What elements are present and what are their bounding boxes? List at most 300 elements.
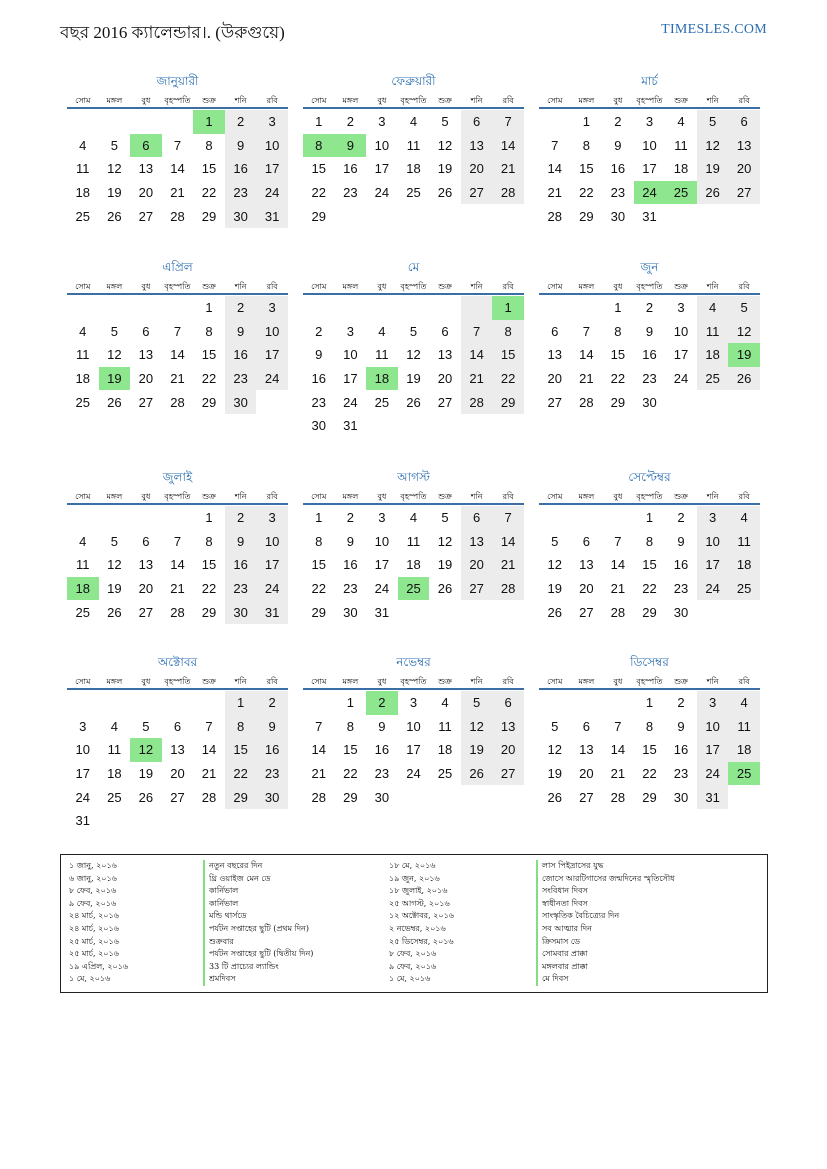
day-cell: 8	[205, 533, 213, 549]
day-cell: 24	[256, 181, 288, 205]
day-cell: 14	[610, 742, 626, 758]
holiday-date: ২৫ আগস্ট, ২০১৬	[389, 898, 450, 908]
empty-cell	[539, 296, 571, 320]
day-cell: 17	[256, 553, 288, 577]
day-cell: 14	[492, 530, 524, 554]
day-cell: 29	[201, 394, 217, 410]
day-cell: 24	[343, 394, 358, 410]
day-cell: 4	[79, 137, 87, 153]
day-cell: 16	[225, 343, 257, 367]
day-cell: 20	[547, 371, 563, 387]
holiday-name: শুক্রবার	[203, 936, 388, 949]
day-cell: 1	[205, 300, 213, 316]
day-cell: 6	[582, 718, 590, 734]
day-cell: 29	[642, 604, 657, 620]
weekday-label: বৃহস্পতি	[636, 492, 663, 501]
day-cell: 19	[547, 581, 563, 597]
day-cell: 19	[697, 157, 729, 181]
day-cell: 9	[614, 137, 622, 153]
month-calendar	[67, 653, 288, 833]
day-cell: 19	[138, 766, 154, 782]
day-cell: 24	[697, 762, 729, 786]
day-cell: 11	[76, 557, 90, 573]
day-cell: 26	[547, 789, 563, 805]
weekday-label: মঙ্গল	[106, 492, 123, 501]
holiday-date: ৮ ফেব, ২০১৬	[69, 886, 117, 896]
day-cell: 15	[225, 738, 257, 762]
day-cell: 23	[256, 762, 288, 786]
empty-cell	[303, 296, 335, 320]
day-cell: 22	[492, 367, 524, 391]
month-name: ডিসেম্বর	[630, 655, 669, 669]
weekday-label: রবি	[502, 677, 514, 686]
holiday-name: সোমবার প্রাক্কা	[536, 948, 761, 961]
day-cell: 15	[201, 161, 217, 177]
weekday-label: মঙ্গল	[342, 677, 359, 686]
day-cell: 20	[579, 581, 594, 597]
weekday-label: শনি	[234, 96, 247, 105]
day-cell: 27	[170, 789, 185, 805]
day-cell: 24	[673, 371, 689, 387]
day-cell: 16	[225, 553, 257, 577]
day-cell: 13	[579, 742, 594, 758]
day-cell: 26	[107, 604, 122, 620]
day-cell: 13	[461, 530, 493, 554]
day-cell: 24	[374, 185, 390, 201]
weekday-label: সোম	[75, 282, 91, 291]
day-cell: 11	[438, 718, 452, 734]
empty-cell	[193, 691, 225, 715]
weekday-label: শুক্র	[438, 96, 452, 105]
weekday-header	[539, 674, 760, 690]
day-cell: 11	[76, 347, 90, 363]
day-cell: 27	[728, 181, 760, 205]
empty-cell	[130, 110, 162, 134]
day-cell: 13	[138, 347, 154, 363]
empty-cell	[130, 691, 162, 715]
holiday-date: ১ মে, ২০১৬	[389, 974, 431, 984]
holiday-day-cell: 9	[335, 134, 367, 158]
month-calendar	[539, 258, 760, 414]
weekday-header	[67, 674, 288, 690]
day-cell: 28	[170, 394, 185, 410]
day-cell: 31	[75, 813, 91, 829]
weekday-label: বুধ	[377, 677, 387, 686]
day-cell: 8	[315, 533, 323, 549]
day-cell: 24	[374, 581, 390, 597]
holiday-day-cell: 25	[398, 577, 430, 601]
day-cell: 3	[256, 506, 288, 530]
weekday-label: মঙ্গল	[106, 677, 123, 686]
day-cell: 22	[610, 371, 626, 387]
day-cell: 17	[256, 157, 288, 181]
month-name: ফেব্রুয়ারী	[391, 74, 436, 88]
weekday-header	[303, 489, 524, 505]
weekday-label: শনি	[470, 492, 483, 501]
day-cell: 10	[697, 715, 729, 739]
day-cell: 3	[645, 114, 654, 130]
day-cell: 29	[201, 604, 217, 620]
day-cell: 28	[170, 208, 185, 224]
day-cell: 22	[311, 185, 327, 201]
holiday-name: পর্যটন সপ্তাহের ছুটি (প্রথম দিন)	[203, 923, 388, 936]
month-name: সেপ্টেম্বর	[628, 470, 671, 484]
day-cell: 30	[225, 390, 257, 414]
day-cell: 20	[579, 766, 594, 782]
holiday-day-cell: 24	[634, 181, 666, 205]
empty-cell	[130, 506, 162, 530]
day-cell: 28	[579, 394, 594, 410]
day-cell: 13	[138, 161, 154, 177]
day-cell: 10	[374, 137, 390, 153]
day-cell: 20	[138, 371, 154, 387]
month-calendar	[67, 258, 288, 414]
day-cell: 3	[256, 110, 288, 134]
empty-cell	[539, 506, 571, 530]
days-grid	[67, 296, 288, 414]
day-cell: 7	[205, 718, 213, 734]
day-cell: 9	[225, 530, 257, 554]
day-cell: 5	[551, 533, 559, 549]
days-grid	[303, 110, 524, 228]
weekday-label: বৃহস্পতি	[164, 96, 191, 105]
holiday-day-cell: 25	[665, 181, 697, 205]
day-cell: 13	[461, 134, 493, 158]
holiday-day-cell: 1	[193, 110, 225, 134]
day-cell: 6	[441, 323, 449, 339]
weekday-label: বৃহস্পতি	[400, 492, 427, 501]
day-cell: 27	[547, 394, 563, 410]
day-cell: 12	[547, 557, 563, 573]
weekday-header	[303, 279, 524, 295]
day-cell: 17	[697, 738, 729, 762]
weekday-label: রবি	[266, 492, 278, 501]
day-cell: 26	[437, 185, 453, 201]
day-cell: 31	[256, 204, 288, 228]
day-cell: 17	[406, 742, 421, 758]
day-cell: 5	[441, 114, 449, 130]
days-grid	[303, 506, 524, 624]
day-cell: 30	[374, 789, 390, 805]
holiday-day-cell: 19	[728, 343, 760, 367]
weekday-header	[67, 279, 288, 295]
holiday-name: স্বাধীনতা দিবস	[536, 898, 761, 911]
empty-cell	[571, 506, 603, 530]
day-cell: 29	[311, 604, 327, 620]
weekday-label: শনি	[706, 492, 719, 501]
weekday-label: সোম	[311, 677, 327, 686]
day-cell: 18	[406, 557, 421, 573]
day-cell: 22	[201, 185, 217, 201]
site-logo[interactable]: TIMESLES.COM	[661, 22, 767, 37]
day-cell: 12	[107, 161, 122, 177]
day-cell: 22	[343, 766, 358, 782]
holiday-date: ১৯ এপ্রিল, ২০১৬	[69, 961, 129, 971]
day-cell: 28	[461, 390, 493, 414]
holiday-day-cell: 12	[130, 738, 162, 762]
day-cell: 17	[374, 557, 390, 573]
day-cell: 26	[728, 367, 760, 391]
day-cell: 8	[582, 137, 590, 153]
page-title: বছর 2016 ক্যালেন্ডার।. (উরুগুয়ে)	[60, 23, 285, 42]
weekday-label: রবি	[502, 282, 514, 291]
holiday-day-cell: 8	[303, 134, 335, 158]
empty-cell	[461, 296, 493, 320]
day-cell: 3	[677, 300, 685, 316]
holiday-name: মে দিবস	[536, 973, 761, 986]
weekday-label: মঙ্গল	[578, 492, 595, 501]
day-cell: 4	[79, 533, 87, 549]
day-cell: 21	[461, 367, 493, 391]
day-cell: 23	[343, 185, 358, 201]
day-cell: 19	[406, 371, 421, 387]
holiday-name: লাস পিইদ্রাসের যুদ্ধ	[536, 860, 761, 873]
day-cell: 23	[642, 371, 657, 387]
day-cell: 30	[225, 600, 257, 624]
day-cell: 6	[728, 110, 760, 134]
weekday-label: বুধ	[613, 492, 623, 501]
day-cell: 8	[492, 320, 524, 344]
day-cell: 8	[645, 533, 654, 549]
day-cell: 10	[673, 323, 689, 339]
day-cell: 24	[697, 577, 729, 601]
days-grid	[303, 296, 524, 438]
day-cell: 18	[107, 766, 122, 782]
day-cell: 4	[697, 296, 729, 320]
day-cell: 29	[343, 789, 358, 805]
month-calendar	[67, 72, 288, 228]
month-name: মার্চ	[641, 74, 658, 88]
day-cell: 13	[437, 347, 453, 363]
day-cell: 13	[547, 347, 563, 363]
day-cell: 16	[673, 742, 689, 758]
weekday-label: শনি	[470, 282, 483, 291]
holiday-date: ১২ অক্টোবর, ২০১৬	[389, 911, 454, 921]
day-cell: 16	[673, 557, 689, 573]
day-cell: 30	[311, 418, 327, 434]
weekday-label: সোম	[311, 282, 327, 291]
day-cell: 11	[728, 715, 760, 739]
day-cell: 18	[728, 553, 760, 577]
day-cell: 19	[461, 738, 493, 762]
day-cell: 23	[374, 766, 390, 782]
month-calendar	[303, 258, 524, 438]
day-cell: 20	[138, 581, 154, 597]
day-cell: 18	[697, 343, 729, 367]
day-cell: 16	[311, 371, 327, 387]
day-cell: 29	[225, 785, 257, 809]
holiday-name: পর্যটন সপ্তাহের ছুটি (দ্বিতীয় দিন)	[203, 948, 388, 961]
weekday-header	[303, 674, 524, 690]
day-cell: 25	[75, 604, 91, 620]
day-cell: 22	[225, 762, 257, 786]
day-cell: 26	[437, 581, 453, 597]
empty-cell	[366, 296, 398, 320]
empty-cell	[162, 506, 194, 530]
weekday-label: বৃহস্পতি	[164, 677, 191, 686]
days-grid	[539, 506, 760, 624]
weekday-label: শুক্র	[438, 677, 452, 686]
month-name: আগস্ট	[397, 470, 430, 484]
day-cell: 18	[673, 161, 689, 177]
day-cell: 6	[492, 691, 524, 715]
day-cell: 4	[378, 323, 386, 339]
day-cell: 1	[614, 300, 622, 316]
day-cell: 4	[441, 695, 449, 711]
holiday-name: কার্নিভাল	[203, 885, 388, 898]
weekday-label: বৃহস্পতি	[636, 96, 663, 105]
day-cell: 12	[461, 715, 493, 739]
weekday-label: রবি	[266, 677, 278, 686]
holiday-date: ৬ জানু, ২০১৬	[69, 873, 117, 883]
day-cell: 17	[256, 343, 288, 367]
day-cell: 17	[642, 161, 657, 177]
day-cell: 21	[492, 553, 524, 577]
day-cell: 23	[225, 577, 257, 601]
day-cell: 28	[492, 577, 524, 601]
day-cell: 19	[547, 766, 563, 782]
day-cell: 13	[728, 134, 760, 158]
holiday-names-left	[203, 860, 388, 986]
month-calendar	[539, 653, 760, 809]
weekday-label: শুক্র	[202, 492, 216, 501]
day-cell: 4	[409, 510, 418, 526]
day-cell: 8	[346, 718, 354, 734]
day-cell: 25	[374, 394, 390, 410]
day-cell: 14	[170, 347, 185, 363]
empty-cell	[539, 110, 571, 134]
day-cell: 25	[437, 766, 453, 782]
holiday-date: ২৪ মার্চ, ২০১৬	[69, 911, 119, 921]
weekday-header	[539, 93, 760, 109]
holiday-date: ২৪ মার্চ, ২০১৬	[69, 923, 119, 933]
day-cell: 5	[697, 110, 729, 134]
day-cell: 10	[697, 530, 729, 554]
day-cell: 7	[173, 533, 182, 549]
day-cell: 2	[614, 114, 622, 130]
day-cell: 27	[579, 604, 594, 620]
holiday-date: ২৫ মার্চ, ২০১৬	[69, 949, 119, 959]
holiday-name: থ্রি ওয়াইজ মেন ডে	[203, 873, 388, 886]
day-cell: 23	[673, 766, 689, 782]
day-cell: 14	[201, 742, 217, 758]
empty-cell	[162, 296, 194, 320]
weekday-label: শনি	[706, 677, 719, 686]
day-cell: 29	[579, 208, 594, 224]
day-cell: 1	[346, 695, 354, 711]
day-cell: 4	[728, 506, 760, 530]
weekday-header	[539, 279, 760, 295]
day-cell: 21	[547, 185, 563, 201]
day-cell: 1	[582, 114, 590, 130]
day-cell: 6	[142, 323, 150, 339]
day-cell: 1	[315, 510, 323, 526]
empty-cell	[539, 691, 571, 715]
days-grid	[539, 110, 760, 228]
day-cell: 10	[642, 137, 657, 153]
day-cell: 2	[256, 691, 288, 715]
day-cell: 25	[728, 577, 760, 601]
weekday-label: বৃহস্পতি	[400, 677, 427, 686]
day-cell: 28	[201, 789, 217, 805]
day-cell: 20	[728, 157, 760, 181]
weekday-label: রবি	[738, 677, 750, 686]
day-cell: 6	[173, 718, 182, 734]
day-cell: 5	[409, 323, 418, 339]
holiday-day-cell: 1	[492, 296, 524, 320]
holiday-date: ৯ ফেব, ২০১৬	[389, 961, 437, 971]
day-cell: 15	[642, 557, 657, 573]
weekday-label: বুধ	[141, 677, 151, 686]
day-cell: 5	[728, 296, 760, 320]
day-cell: 19	[107, 581, 122, 597]
holiday-name: শ্রমদিবস	[203, 973, 388, 986]
day-cell: 26	[406, 394, 421, 410]
day-cell: 10	[256, 320, 288, 344]
empty-cell	[99, 296, 131, 320]
day-cell: 22	[311, 581, 327, 597]
day-cell: 12	[107, 557, 122, 573]
holiday-name: ক্রিসমাস ডে	[536, 936, 761, 949]
weekday-label: শনি	[234, 677, 247, 686]
day-cell: 20	[461, 553, 493, 577]
month-calendar	[303, 72, 524, 228]
day-cell: 2	[225, 506, 257, 530]
day-cell: 17	[374, 161, 390, 177]
day-cell: 5	[461, 691, 493, 715]
day-cell: 5	[441, 510, 449, 526]
day-cell: 1	[315, 114, 323, 130]
day-cell: 9	[677, 533, 685, 549]
days-grid	[539, 296, 760, 414]
day-cell: 17	[697, 553, 729, 577]
day-cell: 11	[406, 533, 421, 549]
day-cell: 27	[138, 604, 154, 620]
days-grid	[67, 691, 288, 833]
weekday-label: রবি	[738, 282, 750, 291]
empty-cell	[99, 506, 131, 530]
day-cell: 2	[315, 323, 323, 339]
day-cell: 4	[677, 114, 685, 130]
day-cell: 6	[461, 110, 493, 134]
day-cell: 4	[110, 718, 118, 734]
day-cell: 2	[645, 300, 654, 316]
day-cell: 2	[346, 510, 354, 526]
day-cell: 8	[614, 323, 622, 339]
month-name: জুন	[640, 260, 659, 274]
day-cell: 9	[378, 718, 386, 734]
empty-cell	[67, 296, 99, 320]
day-cell: 7	[614, 718, 622, 734]
day-cell: 11	[76, 161, 90, 177]
day-cell: 5	[551, 718, 559, 734]
weekday-label: বৃহস্পতি	[164, 282, 191, 291]
weekday-label: বুধ	[141, 282, 151, 291]
day-cell: 31	[642, 208, 657, 224]
weekday-label: শুক্র	[438, 492, 452, 501]
day-cell: 4	[728, 691, 760, 715]
day-cell: 8	[645, 718, 654, 734]
holiday-date: ২ নভেম্বর, ২০১৬	[389, 923, 446, 933]
weekday-label: শনি	[470, 96, 483, 105]
day-cell: 22	[642, 766, 657, 782]
day-cell: 27	[138, 394, 154, 410]
day-cell: 23	[673, 581, 689, 597]
month-calendar	[539, 468, 760, 624]
day-cell: 14	[547, 161, 563, 177]
day-cell: 15	[610, 347, 626, 363]
weekday-label: বুধ	[141, 492, 151, 501]
